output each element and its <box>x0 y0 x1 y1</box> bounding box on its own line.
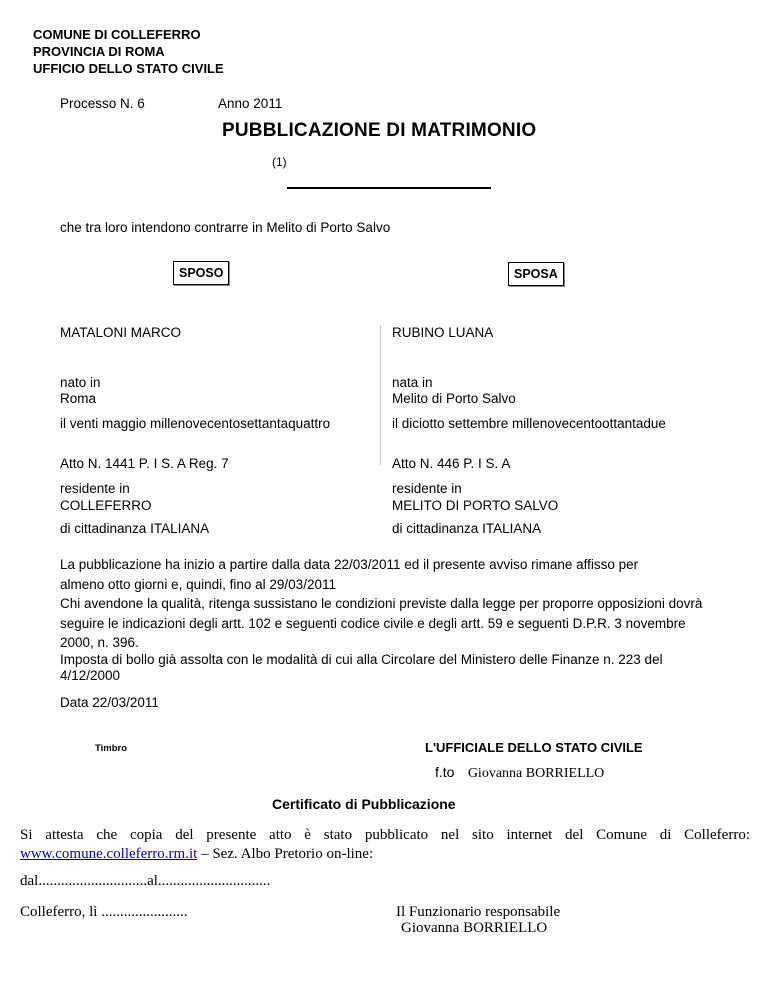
stamp-label: Timbro <box>95 743 128 754</box>
header-comune: COMUNE DI COLLEFERRO <box>33 27 201 42</box>
processo-number: Processo N. 6 <box>60 96 145 111</box>
responsible-title: Il Funzionario responsabile <box>396 904 561 920</box>
header-ufficio: UFFICIO DELLO STATO CIVILE <box>33 61 224 76</box>
publication-range: dal.............................al.............................. <box>20 873 271 889</box>
header-provincia: PROVINCIA DI ROMA <box>33 44 165 59</box>
bride-resident-label: residente in <box>392 481 462 496</box>
document-date: Data 22/03/2011 <box>60 695 159 710</box>
bride-act: Atto N. 446 P. I S. A <box>392 456 511 471</box>
groom-resident-place: COLLEFERRO <box>60 498 152 513</box>
footnote-ref: (1) <box>272 155 287 169</box>
anno-year: Anno 2011 <box>218 96 283 111</box>
bride-born-place: Melito di Porto Salvo <box>392 391 516 406</box>
groom-birth-date: il venti maggio millenovecentosettantaquattro <box>60 416 331 431</box>
groom-resident-label: residente in <box>60 481 130 496</box>
groom-header: SPOSO <box>173 261 229 285</box>
certificate-place-date: Colleferro, lì ....................... <box>20 904 188 920</box>
bride-born-label: nata in <box>392 375 433 390</box>
official-signature: f.to Giovanna BORRIELLO <box>435 764 605 781</box>
certificate-link-line: www.comune.colleferro.rm.it – Sez. Albo Pretorio on-line: <box>20 846 374 862</box>
page-title: PUBBLICAZIONE DI MATRIMONIO <box>222 120 537 141</box>
groom-name: MATALONI MARCO <box>60 325 182 340</box>
publication-period: La pubblicazione ha inizio a partire dalla data 22/03/2011 ed il presente avviso rimane affisso per almeno otto giorni e, quindi, fino al 29/03/2011 <box>60 557 639 592</box>
certificate-text: Si attesta che copia del presente atto è stato pubblicato nel sito internet del Comune di Colleferro: <box>20 827 750 843</box>
intro-line: che tra loro intendono contrarre in Melito di Porto Salvo <box>60 220 391 235</box>
groom-born-place: Roma <box>60 391 97 406</box>
column-divider <box>380 325 381 465</box>
opposition-notice: Chi avendone la qualità, ritenga sussistano le condizioni previste dalla legge per proporre opposizioni dovrà seguire le indicazioni degli artt. 102 e seguenti codice civile e degli artt. 59 e seguenti D.P.R. 3 novembre 2000, n. 396. <box>60 596 703 650</box>
groom-citizenship: di cittadinanza ITALIANA <box>60 521 210 536</box>
bride-citizenship: di cittadinanza ITALIANA <box>392 521 542 536</box>
official-title: L'UFFICIALE DELLO STATO CIVILE <box>425 740 643 755</box>
albo-pretorio-link[interactable]: www.comune.colleferro.rm.it <box>20 846 198 862</box>
bride-name: RUBINO LUANA <box>392 325 494 340</box>
signature-line <box>287 187 491 189</box>
bride-resident-place: MELITO DI PORTO SALVO <box>392 498 559 513</box>
bride-birth-date: il diciotto settembre millenovecentoottantadue <box>392 416 666 431</box>
responsible-name: Giovanna BORRIELLO <box>401 920 548 936</box>
stamp-duty-notice: Imposta di bollo già assolta con le modalità di cui alla Circolare del Ministero delle Finanze n. 223 del 4/12/2000 <box>60 652 663 683</box>
certificate-title: Certificato di Pubblicazione <box>272 796 456 812</box>
groom-born-label: nato in <box>60 375 101 390</box>
groom-act: Atto N. 1441 P. I S. A Reg. 7 <box>60 456 229 471</box>
bride-header: SPOSA <box>508 262 564 286</box>
